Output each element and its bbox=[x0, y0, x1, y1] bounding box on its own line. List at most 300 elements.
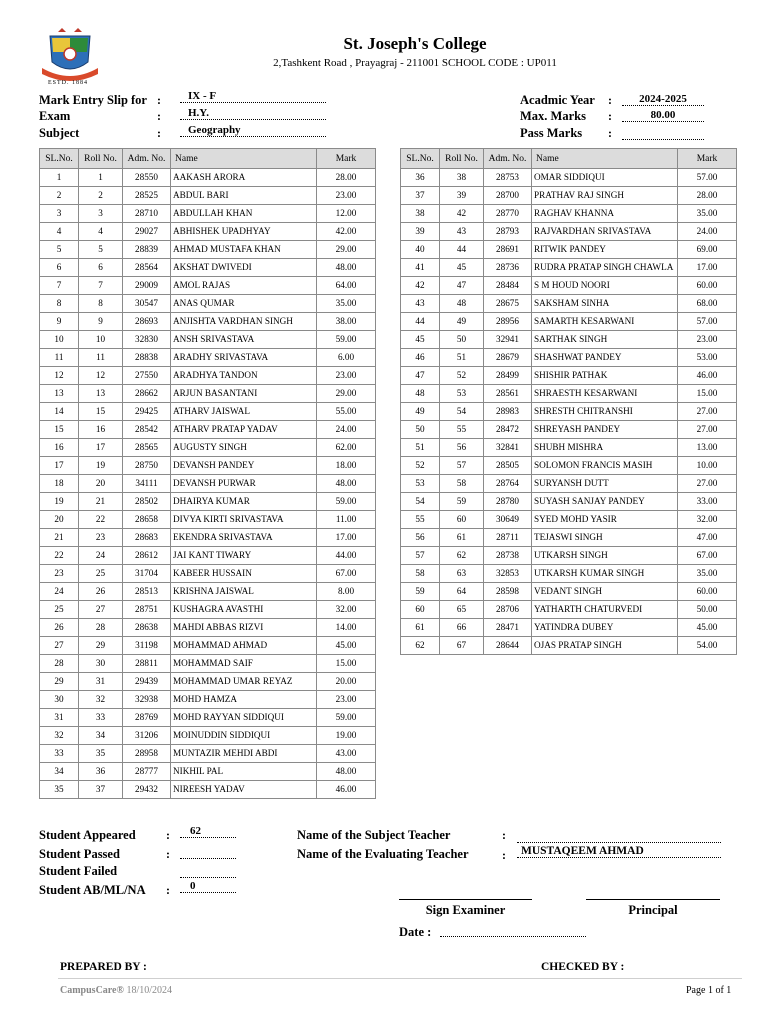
cell-roll-no: 44 bbox=[440, 241, 484, 259]
cell-sl-no: 37 bbox=[401, 187, 440, 205]
cell-roll-no: 7 bbox=[79, 277, 123, 295]
table-row bbox=[401, 529, 737, 547]
colon: : bbox=[157, 126, 161, 140]
cell-roll-no: 65 bbox=[440, 601, 484, 619]
cell-roll-no: 13 bbox=[79, 385, 123, 403]
cell-student-name: SHRESTH CHITRANSHI bbox=[532, 403, 678, 421]
cell-roll-no: 12 bbox=[79, 367, 123, 385]
cell-mark: 42.00 bbox=[317, 223, 376, 241]
cell-adm-no: 28770 bbox=[484, 205, 532, 223]
cell-mark: 11.00 bbox=[317, 511, 376, 529]
cell-mark: 69.00 bbox=[678, 241, 737, 259]
table-row bbox=[401, 619, 737, 637]
cell-adm-no: 31206 bbox=[123, 727, 171, 745]
table-row bbox=[40, 313, 376, 331]
cell-roll-no: 52 bbox=[440, 367, 484, 385]
cell-sl-no: 29 bbox=[40, 673, 79, 691]
cell-student-name: EKENDRA SRIVASTAVA bbox=[171, 529, 317, 547]
cell-roll-no: 2 bbox=[79, 187, 123, 205]
cell-mark: 48.00 bbox=[317, 259, 376, 277]
table-row bbox=[401, 367, 737, 385]
cell-student-name: RAGHAV KHANNA bbox=[532, 205, 678, 223]
cell-adm-no: 31198 bbox=[123, 637, 171, 655]
cell-roll-no: 31 bbox=[79, 673, 123, 691]
table-row bbox=[40, 259, 376, 277]
cell-student-name: SYED MOHD YASIR bbox=[532, 511, 678, 529]
cell-sl-no: 22 bbox=[40, 547, 79, 565]
cell-student-name: ANSH SRIVASTAVA bbox=[171, 331, 317, 349]
mark-entry-value: IX - F bbox=[180, 90, 326, 103]
table-row bbox=[401, 457, 737, 475]
cell-student-name: UTKARSH SINGH bbox=[532, 547, 678, 565]
colon: : bbox=[608, 109, 612, 123]
cell-roll-no: 21 bbox=[79, 493, 123, 511]
cell-mark: 27.00 bbox=[678, 421, 737, 439]
cell-mark: 6.00 bbox=[317, 349, 376, 367]
cell-sl-no: 60 bbox=[401, 601, 440, 619]
cell-adm-no: 32938 bbox=[123, 691, 171, 709]
cell-student-name: MOHD HAMZA bbox=[171, 691, 317, 709]
cell-sl-no: 36 bbox=[401, 169, 440, 187]
cell-student-name: DHAIRYA KUMAR bbox=[171, 493, 317, 511]
cell-student-name: S M HOUD NOORI bbox=[532, 277, 678, 295]
cell-mark: 29.00 bbox=[317, 241, 376, 259]
colon: : bbox=[502, 828, 506, 842]
cell-adm-no: 32830 bbox=[123, 331, 171, 349]
cell-student-name: MAHDI ABBAS RIZVI bbox=[171, 619, 317, 637]
table-row bbox=[401, 223, 737, 241]
cell-student-name: SOLOMON FRANCIS MASIH bbox=[532, 457, 678, 475]
cell-student-name: AMOL RAJAS bbox=[171, 277, 317, 295]
cell-roll-no: 42 bbox=[440, 205, 484, 223]
cell-sl-no: 12 bbox=[40, 367, 79, 385]
cell-adm-no: 28769 bbox=[123, 709, 171, 727]
footer-brand-wrap bbox=[60, 985, 172, 996]
cell-mark: 32.00 bbox=[317, 601, 376, 619]
cell-roll-no: 61 bbox=[440, 529, 484, 547]
cell-roll-no: 35 bbox=[79, 745, 123, 763]
cell-adm-no: 28793 bbox=[484, 223, 532, 241]
cell-student-name: UTKARSH KUMAR SINGH bbox=[532, 565, 678, 583]
cell-sl-no: 8 bbox=[40, 295, 79, 313]
cell-roll-no: 28 bbox=[79, 619, 123, 637]
cell-roll-no: 29 bbox=[79, 637, 123, 655]
cell-mark: 23.00 bbox=[317, 367, 376, 385]
prepared-by-label: PREPARED BY : bbox=[60, 961, 147, 973]
marks-table-left bbox=[39, 148, 376, 799]
cell-mark: 59.00 bbox=[317, 709, 376, 727]
cell-student-name: MUNTAZIR MEHDI ABDI bbox=[171, 745, 317, 763]
cell-sl-no: 7 bbox=[40, 277, 79, 295]
checked-by-label: CHECKED BY : bbox=[541, 961, 625, 973]
academic-year-label: Acadmic Year bbox=[520, 93, 595, 107]
cell-sl-no: 23 bbox=[40, 565, 79, 583]
table-row bbox=[401, 403, 737, 421]
cell-sl-no: 45 bbox=[401, 331, 440, 349]
colon: : bbox=[608, 93, 612, 107]
pass-marks-value bbox=[622, 126, 704, 140]
cell-sl-no: 2 bbox=[40, 187, 79, 205]
cell-sl-no: 57 bbox=[401, 547, 440, 565]
table-row bbox=[401, 169, 737, 187]
passed-label: Student Passed bbox=[39, 847, 120, 861]
cell-student-name: YATINDRA DUBEY bbox=[532, 619, 678, 637]
table-row bbox=[40, 187, 376, 205]
cell-roll-no: 51 bbox=[440, 349, 484, 367]
cell-adm-no: 28736 bbox=[484, 259, 532, 277]
cell-mark: 24.00 bbox=[678, 223, 737, 241]
cell-roll-no: 64 bbox=[440, 583, 484, 601]
table-row bbox=[40, 205, 376, 223]
cell-mark: 17.00 bbox=[678, 259, 737, 277]
cell-roll-no: 5 bbox=[79, 241, 123, 259]
cell-roll-no: 24 bbox=[79, 547, 123, 565]
header-mark: Mark bbox=[317, 149, 376, 169]
cell-roll-no: 3 bbox=[79, 205, 123, 223]
table-row bbox=[40, 583, 376, 601]
cell-mark: 12.00 bbox=[317, 205, 376, 223]
table-row bbox=[40, 745, 376, 763]
cell-adm-no: 28693 bbox=[123, 313, 171, 331]
cell-sl-no: 19 bbox=[40, 493, 79, 511]
cell-sl-no: 52 bbox=[401, 457, 440, 475]
cell-roll-no: 11 bbox=[79, 349, 123, 367]
cell-adm-no: 29432 bbox=[123, 781, 171, 799]
table-row bbox=[40, 511, 376, 529]
cell-adm-no: 28764 bbox=[484, 475, 532, 493]
cell-student-name: KUSHAGRA AVASTHI bbox=[171, 601, 317, 619]
cell-mark: 19.00 bbox=[317, 727, 376, 745]
table-row bbox=[40, 169, 376, 187]
cell-sl-no: 20 bbox=[40, 511, 79, 529]
cell-mark: 45.00 bbox=[317, 637, 376, 655]
cell-student-name: SAMARTH KESARWANI bbox=[532, 313, 678, 331]
header-roll-no: Roll No. bbox=[79, 149, 123, 169]
cell-student-name: ATHARV PRATAP YADAV bbox=[171, 421, 317, 439]
cell-roll-no: 16 bbox=[79, 421, 123, 439]
cell-adm-no: 28550 bbox=[123, 169, 171, 187]
cell-roll-no: 60 bbox=[440, 511, 484, 529]
cell-adm-no: 32941 bbox=[484, 331, 532, 349]
cell-roll-no: 58 bbox=[440, 475, 484, 493]
cell-sl-no: 49 bbox=[401, 403, 440, 421]
cell-adm-no: 28711 bbox=[484, 529, 532, 547]
cell-student-name: SUYASH SANJAY PANDEY bbox=[532, 493, 678, 511]
cell-student-name: MOHAMMAD SAIF bbox=[171, 655, 317, 673]
cell-adm-no: 31704 bbox=[123, 565, 171, 583]
cell-sl-no: 56 bbox=[401, 529, 440, 547]
table-row bbox=[40, 763, 376, 781]
table-row bbox=[40, 565, 376, 583]
cell-mark: 20.00 bbox=[317, 673, 376, 691]
cell-roll-no: 62 bbox=[440, 547, 484, 565]
cell-mark: 59.00 bbox=[317, 331, 376, 349]
table-row bbox=[40, 727, 376, 745]
cell-mark: 8.00 bbox=[317, 583, 376, 601]
table-row bbox=[401, 385, 737, 403]
cell-roll-no: 37 bbox=[79, 781, 123, 799]
cell-sl-no: 26 bbox=[40, 619, 79, 637]
failed-value bbox=[180, 864, 236, 878]
cell-student-name: SHISHIR PATHAK bbox=[532, 367, 678, 385]
table-row bbox=[40, 601, 376, 619]
table-row bbox=[401, 475, 737, 493]
cell-student-name: ANJISHTA VARDHAN SINGH bbox=[171, 313, 317, 331]
table-row bbox=[401, 259, 737, 277]
cell-roll-no: 33 bbox=[79, 709, 123, 727]
table-row bbox=[401, 511, 737, 529]
cell-sl-no: 53 bbox=[401, 475, 440, 493]
cell-student-name: MOINUDDIN SIDDIQUI bbox=[171, 727, 317, 745]
cell-roll-no: 53 bbox=[440, 385, 484, 403]
table-row bbox=[401, 601, 737, 619]
cell-mark: 48.00 bbox=[317, 475, 376, 493]
evaluating-teacher-value: MUSTAQEEM AHMAD bbox=[517, 845, 721, 858]
cell-sl-no: 46 bbox=[401, 349, 440, 367]
cell-sl-no: 44 bbox=[401, 313, 440, 331]
cell-student-name: AUGUSTY SINGH bbox=[171, 439, 317, 457]
cell-mark: 46.00 bbox=[317, 781, 376, 799]
header-adm-no: Adm. No. bbox=[123, 149, 171, 169]
cell-student-name: SARTHAK SINGH bbox=[532, 331, 678, 349]
subject-teacher-value bbox=[517, 829, 721, 843]
colon: : bbox=[157, 109, 161, 123]
table-row bbox=[40, 331, 376, 349]
cell-sl-no: 11 bbox=[40, 349, 79, 367]
colon: : bbox=[166, 828, 170, 842]
cell-mark: 53.00 bbox=[678, 349, 737, 367]
cell-adm-no: 28706 bbox=[484, 601, 532, 619]
cell-mark: 57.00 bbox=[678, 169, 737, 187]
cell-student-name: AKSHAT DWIVEDI bbox=[171, 259, 317, 277]
cell-student-name: TEJASWI SINGH bbox=[532, 529, 678, 547]
table-row bbox=[401, 349, 737, 367]
cell-roll-no: 34 bbox=[79, 727, 123, 745]
table-row bbox=[40, 295, 376, 313]
cell-student-name: ABDULLAH KHAN bbox=[171, 205, 317, 223]
cell-roll-no: 56 bbox=[440, 439, 484, 457]
cell-student-name: SHASHWAT PANDEY bbox=[532, 349, 678, 367]
header-adm-no: Adm. No. bbox=[484, 149, 532, 169]
cell-sl-no: 27 bbox=[40, 637, 79, 655]
cell-student-name: MOHAMMAD UMAR REYAZ bbox=[171, 673, 317, 691]
table-row bbox=[40, 619, 376, 637]
cell-adm-no: 29425 bbox=[123, 403, 171, 421]
table-row bbox=[40, 673, 376, 691]
cell-mark: 60.00 bbox=[678, 583, 737, 601]
cell-roll-no: 39 bbox=[440, 187, 484, 205]
cell-adm-no: 28525 bbox=[123, 187, 171, 205]
cell-student-name: MOHAMMAD AHMAD bbox=[171, 637, 317, 655]
cell-sl-no: 54 bbox=[401, 493, 440, 511]
cell-roll-no: 32 bbox=[79, 691, 123, 709]
cell-adm-no: 28561 bbox=[484, 385, 532, 403]
cell-roll-no: 48 bbox=[440, 295, 484, 313]
cell-student-name: SHREYASH PANDEY bbox=[532, 421, 678, 439]
cell-mark: 27.00 bbox=[678, 475, 737, 493]
cell-roll-no: 26 bbox=[79, 583, 123, 601]
cell-mark: 62.00 bbox=[317, 439, 376, 457]
cell-sl-no: 32 bbox=[40, 727, 79, 745]
cell-student-name: MOHD RAYYAN SIDDIQUI bbox=[171, 709, 317, 727]
cell-sl-no: 48 bbox=[401, 385, 440, 403]
cell-adm-no: 28679 bbox=[484, 349, 532, 367]
sign-examiner-label: Sign Examiner bbox=[425, 903, 506, 917]
cell-sl-no: 5 bbox=[40, 241, 79, 259]
table-row bbox=[401, 637, 737, 655]
cell-adm-no: 28738 bbox=[484, 547, 532, 565]
cell-sl-no: 18 bbox=[40, 475, 79, 493]
cell-student-name: RAJVARDHAN SRIVASTAVA bbox=[532, 223, 678, 241]
evaluating-teacher-label: Name of the Evaluating Teacher bbox=[297, 847, 469, 861]
cell-sl-no: 1 bbox=[40, 169, 79, 187]
appeared-label: Student Appeared bbox=[39, 828, 136, 842]
cell-student-name: KABEER HUSSAIN bbox=[171, 565, 317, 583]
cell-mark: 14.00 bbox=[317, 619, 376, 637]
cell-mark: 67.00 bbox=[678, 547, 737, 565]
cell-sl-no: 34 bbox=[40, 763, 79, 781]
cell-sl-no: 35 bbox=[40, 781, 79, 799]
cell-adm-no: 28838 bbox=[123, 349, 171, 367]
cell-student-name: DIVYA KIRTI SRIVASTAVA bbox=[171, 511, 317, 529]
cell-mark: 24.00 bbox=[317, 421, 376, 439]
cell-sl-no: 30 bbox=[40, 691, 79, 709]
cell-student-name: YATHARTH CHATURVEDI bbox=[532, 601, 678, 619]
cell-mark: 27.00 bbox=[678, 403, 737, 421]
cell-mark: 10.00 bbox=[678, 457, 737, 475]
cell-adm-no: 28753 bbox=[484, 169, 532, 187]
cell-roll-no: 63 bbox=[440, 565, 484, 583]
cell-adm-no: 29027 bbox=[123, 223, 171, 241]
cell-sl-no: 31 bbox=[40, 709, 79, 727]
print-date: 18/10/2024 bbox=[126, 985, 173, 996]
table-row bbox=[401, 277, 737, 295]
table-row bbox=[401, 313, 737, 331]
cell-adm-no: 28513 bbox=[123, 583, 171, 601]
cell-student-name: ATHARV JAISWAL bbox=[171, 403, 317, 421]
cell-sl-no: 13 bbox=[40, 385, 79, 403]
cell-mark: 28.00 bbox=[317, 169, 376, 187]
header-roll-no: Roll No. bbox=[440, 149, 484, 169]
cell-mark: 32.00 bbox=[678, 511, 737, 529]
cell-adm-no: 28958 bbox=[123, 745, 171, 763]
college-name: St. Joseph's College bbox=[343, 34, 487, 53]
cell-adm-no: 28750 bbox=[123, 457, 171, 475]
table-row bbox=[401, 241, 737, 259]
principal-sign-line bbox=[586, 899, 720, 900]
cell-roll-no: 38 bbox=[440, 169, 484, 187]
cell-roll-no: 6 bbox=[79, 259, 123, 277]
header-name: Name bbox=[171, 149, 317, 169]
cell-adm-no: 28683 bbox=[123, 529, 171, 547]
table-row bbox=[40, 709, 376, 727]
cell-adm-no: 28658 bbox=[123, 511, 171, 529]
cell-mark: 29.00 bbox=[317, 385, 376, 403]
page-number: Page 1 of 1 bbox=[686, 985, 732, 996]
cell-mark: 45.00 bbox=[678, 619, 737, 637]
colon: : bbox=[608, 126, 612, 140]
table-header-row bbox=[401, 149, 737, 169]
cell-roll-no: 23 bbox=[79, 529, 123, 547]
table-row bbox=[40, 349, 376, 367]
cell-student-name: AHMAD MUSTAFA KHAN bbox=[171, 241, 317, 259]
table-row bbox=[40, 367, 376, 385]
cell-adm-no: 28780 bbox=[484, 493, 532, 511]
cell-roll-no: 20 bbox=[79, 475, 123, 493]
cell-roll-no: 9 bbox=[79, 313, 123, 331]
cell-adm-no: 28956 bbox=[484, 313, 532, 331]
cell-student-name: RITWIK PANDEY bbox=[532, 241, 678, 259]
cell-student-name: OMAR SIDDIQUI bbox=[532, 169, 678, 187]
cell-adm-no: 28691 bbox=[484, 241, 532, 259]
cell-sl-no: 17 bbox=[40, 457, 79, 475]
examiner-sign-line bbox=[399, 899, 532, 900]
exam-label: Exam bbox=[39, 109, 71, 123]
cell-mark: 38.00 bbox=[317, 313, 376, 331]
cell-adm-no: 28675 bbox=[484, 295, 532, 313]
cell-adm-no: 30649 bbox=[484, 511, 532, 529]
colon: : bbox=[157, 93, 161, 107]
cell-student-name: SHUBH MISHRA bbox=[532, 439, 678, 457]
cell-mark: 35.00 bbox=[317, 295, 376, 313]
cell-adm-no: 28542 bbox=[123, 421, 171, 439]
cell-student-name: SHRAESTH KESARWANI bbox=[532, 385, 678, 403]
cell-sl-no: 21 bbox=[40, 529, 79, 547]
max-marks-label: Max. Marks bbox=[520, 109, 586, 123]
cell-roll-no: 45 bbox=[440, 259, 484, 277]
cell-roll-no: 50 bbox=[440, 331, 484, 349]
date-field bbox=[440, 924, 586, 937]
cell-adm-no: 28662 bbox=[123, 385, 171, 403]
marks-table-right bbox=[400, 148, 737, 655]
table-row bbox=[40, 655, 376, 673]
cell-adm-no: 28612 bbox=[123, 547, 171, 565]
mark-entry-label: Mark Entry Slip for bbox=[39, 93, 147, 107]
cell-sl-no: 61 bbox=[401, 619, 440, 637]
cell-student-name: NIREESH YADAV bbox=[171, 781, 317, 799]
subject-value: Geography bbox=[180, 124, 326, 137]
appeared-value: 62 bbox=[180, 825, 236, 838]
cell-adm-no: 30547 bbox=[123, 295, 171, 313]
table-row bbox=[40, 493, 376, 511]
cell-sl-no: 3 bbox=[40, 205, 79, 223]
table-row bbox=[40, 457, 376, 475]
cell-student-name: KRISHNA JAISWAL bbox=[171, 583, 317, 601]
cell-roll-no: 66 bbox=[440, 619, 484, 637]
cell-student-name: PRATHAV RAJ SINGH bbox=[532, 187, 678, 205]
cell-roll-no: 4 bbox=[79, 223, 123, 241]
cell-sl-no: 55 bbox=[401, 511, 440, 529]
cell-student-name: SAKSHAM SINHA bbox=[532, 295, 678, 313]
cell-roll-no: 67 bbox=[440, 637, 484, 655]
cell-sl-no: 40 bbox=[401, 241, 440, 259]
colon: : bbox=[166, 847, 170, 861]
colon: : bbox=[502, 848, 506, 862]
cell-sl-no: 47 bbox=[401, 367, 440, 385]
cell-sl-no: 4 bbox=[40, 223, 79, 241]
cell-mark: 55.00 bbox=[317, 403, 376, 421]
cell-adm-no: 29439 bbox=[123, 673, 171, 691]
table-row bbox=[40, 529, 376, 547]
table-row bbox=[401, 421, 737, 439]
cell-adm-no: 29009 bbox=[123, 277, 171, 295]
cell-adm-no: 28700 bbox=[484, 187, 532, 205]
cell-mark: 60.00 bbox=[678, 277, 737, 295]
table-row bbox=[40, 241, 376, 259]
cell-mark: 18.00 bbox=[317, 457, 376, 475]
header-sl-no: SL.No. bbox=[40, 149, 79, 169]
cell-mark: 50.00 bbox=[678, 601, 737, 619]
